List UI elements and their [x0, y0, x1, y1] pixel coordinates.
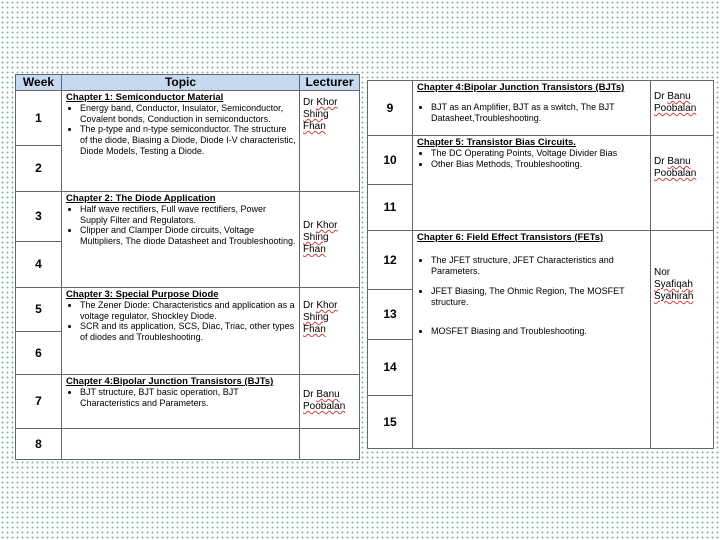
lecturer-name-line: Fhan: [303, 244, 326, 255]
lecturer-name-line: Poobalan: [654, 168, 697, 179]
topic-bullet: • SCR and its application, SCS, Diac, Triac, other types of diodes and Troubleshooting.: [80, 321, 296, 342]
lecturer-name-line: Banu: [667, 156, 691, 167]
week-number: 2: [16, 146, 62, 192]
lecturer-name-line: Dr: [303, 389, 314, 400]
topic-cell: [62, 91, 300, 192]
topic-cell: [413, 231, 651, 449]
lecturer-name-line: Banu: [316, 389, 340, 400]
lecturer-name-line: Dr: [654, 156, 665, 167]
topic-bullet: • Half wave rectifiers, Full wave rectifiers, Power Supply Filter and Regulators.: [80, 204, 296, 225]
topic-cell: [62, 429, 300, 460]
week-header: Week: [16, 75, 62, 91]
week-number: 7: [16, 375, 62, 429]
header-row: [16, 75, 360, 91]
week-number: 11: [368, 185, 413, 231]
week-number: 13: [368, 290, 413, 340]
chapter-title: Chapter 4:Bipolar Junction Transistors (BJTs): [417, 82, 625, 93]
topic-cell: [413, 136, 651, 231]
lecturer-name-line: Dr: [303, 300, 314, 311]
lecturer-cell: [651, 231, 714, 449]
week-number: 4: [16, 242, 62, 288]
topic-cell: [413, 81, 651, 136]
table-row: [368, 136, 714, 185]
chapter-title: Chapter 3: Special Purpose Diode: [66, 289, 219, 300]
table-row: [16, 375, 360, 429]
lecturer-name-line: Shing: [303, 109, 329, 120]
topic-bullet: • The DC Operating Points, Voltage Divider Bias: [431, 148, 647, 159]
week-number: 12: [368, 231, 413, 290]
table-row: [16, 429, 360, 460]
topic-bullet: • BJT as an Amplifier, BJT as a switch, The BJT Datasheet,Troubleshooting.: [431, 102, 647, 123]
topic-cell: [62, 192, 300, 288]
lecturer-cell: [300, 192, 360, 288]
topic-bullet: • The JFET structure, JFET Characteristics and Parameters.: [431, 255, 647, 276]
topic-header: Topic: [62, 75, 300, 91]
topic-bullet: • BJT structure, BJT basic operation, BJT Characteristics and Parameters.: [80, 387, 296, 408]
lecturer-name-line: Khor: [316, 97, 338, 108]
table-row: [368, 81, 714, 136]
lecturer-cell: [651, 81, 714, 136]
chapter-title: Chapter 5: Transistor Bias Circuits.: [417, 137, 576, 148]
week-number: 6: [16, 332, 62, 375]
week-number: 5: [16, 288, 62, 332]
right-schedule-table: [367, 80, 714, 449]
week-number: 8: [16, 429, 62, 460]
lecturer-header: Lecturer: [300, 75, 360, 91]
topic-bullet: • JFET Biasing, The Ohmic Region, The MOSFET structure.: [431, 286, 647, 307]
chapter-title: Chapter 4:Bipolar Junction Transistors (BJTs): [66, 376, 274, 387]
lecturer-name-line: Nor: [654, 267, 671, 278]
lecturer-name-line: Poobalan: [303, 401, 346, 412]
topic-bullet: • MOSFET Biasing and Troubleshooting.: [431, 326, 647, 337]
chapter-title: Chapter 2: The Diode Application: [66, 193, 216, 204]
lecturer-name-line: Poobalan: [654, 103, 697, 114]
week-number: 1: [16, 91, 62, 146]
topic-bullet: • Other Bias Methods, Troubleshooting.: [431, 159, 647, 170]
lecturer-name-line: Banu: [667, 91, 691, 102]
lecturer-name-line: Syafiqah: [654, 279, 693, 290]
topic-cell: [62, 288, 300, 375]
week-number: 14: [368, 340, 413, 396]
table-row: [16, 288, 360, 332]
lecturer-cell: [300, 375, 360, 429]
lecturer-cell: [300, 288, 360, 375]
topic-cell: [62, 375, 300, 429]
lecturer-name-line: Fhan: [303, 324, 326, 335]
lecturer-name-line: Shing: [303, 232, 329, 243]
lecturer-cell: [300, 91, 360, 192]
left-schedule-table: [15, 74, 360, 460]
lecturer-name-line: Fhan: [303, 121, 326, 132]
lecturer-name-line: Dr: [303, 220, 314, 231]
week-number: 10: [368, 136, 413, 185]
lecturer-name-line: Dr: [303, 97, 314, 108]
lecturer-cell: [651, 136, 714, 231]
lecturer-name-line: Shing: [303, 312, 329, 323]
table-row: [368, 231, 714, 290]
topic-bullet: • The Zener Diode: Characteristics and application as a voltage regulator, Shockley Diode.: [80, 300, 296, 321]
topic-bullet: • The p-type and n-type semiconductor. The structure of the diode, Biasing a Diode, Diode I-V characteristic, Diode Models, Testing a Diode.: [80, 124, 296, 156]
lecturer-name-line: Khor: [316, 300, 338, 311]
topic-bullet: • Clipper and Clamper Diode circuits, Voltage Multipliers, The diode Datasheet and Troubleshooting.: [80, 225, 296, 246]
table-row: [16, 91, 360, 146]
week-number: 9: [368, 81, 413, 136]
lecturer-name-line: Dr: [654, 91, 665, 102]
lecturer-name-line: Syahirah: [654, 291, 694, 302]
chapter-title: Chapter 6: Field Effect Transistors (FETs): [417, 232, 604, 243]
week-number: 3: [16, 192, 62, 242]
topic-bullet: • Energy band, Conductor, Insulator, Semiconductor, Covalent bonds, Conduction in semiconductors.: [80, 103, 296, 124]
table-row: [16, 192, 360, 242]
lecturer-name-line: Khor: [316, 220, 338, 231]
chapter-title: Chapter 1: Semiconductor Material: [66, 92, 224, 103]
week-number: 15: [368, 396, 413, 449]
lecturer-cell: [300, 429, 360, 460]
